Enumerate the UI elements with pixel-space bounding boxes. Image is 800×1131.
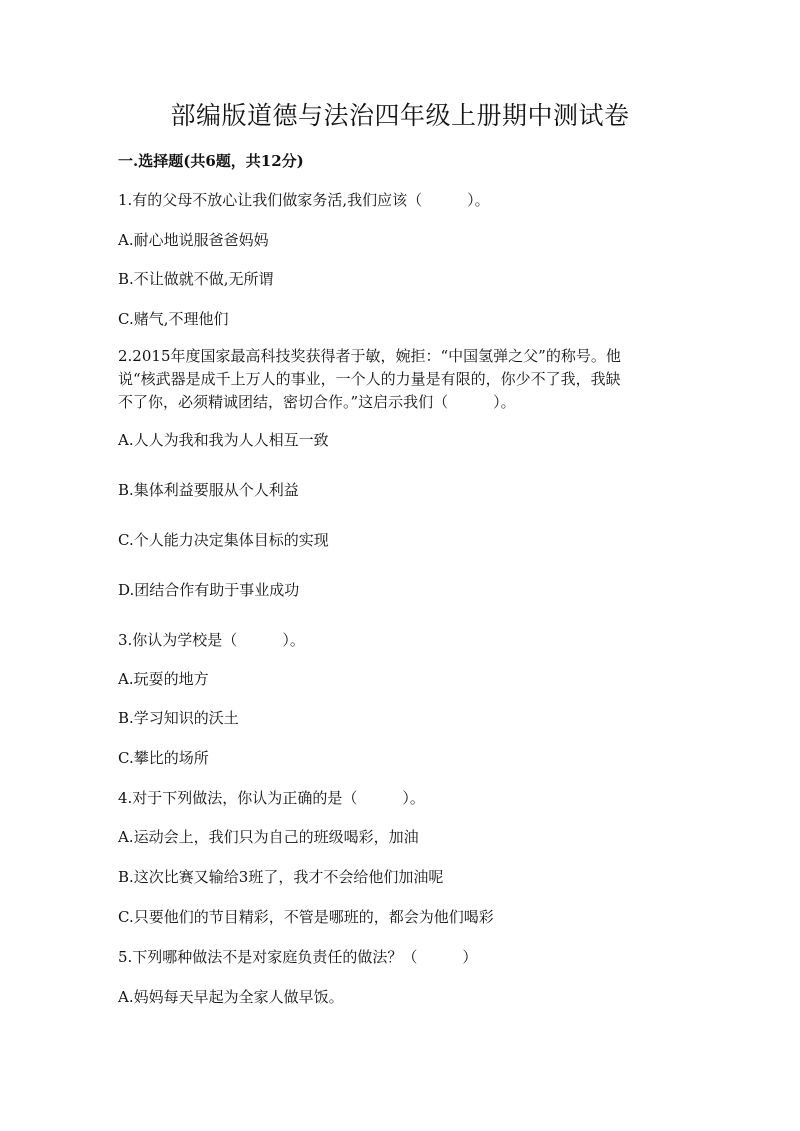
- section-heading: 一.选择题(共6题，共12分): [118, 152, 304, 170]
- question-5-stem: 5.下列哪种做法不是对家庭负责任的做法？（ ）: [118, 948, 478, 966]
- question-2-option-d: D.团结合作有助于事业成功: [118, 581, 300, 599]
- question-4-option-a: A.运动会上，我们只为自己的班级喝彩，加油: [118, 828, 419, 846]
- question-3-option-c: C.攀比的场所: [118, 749, 209, 767]
- question-3-option-a: A.玩耍的地方: [118, 670, 209, 688]
- question-2-stem-line-3: 不了你，必须精诚团结，密切合作。”这启示我们（ ）。: [118, 393, 516, 411]
- question-3-option-b: B.学习知识的沃土: [118, 709, 239, 727]
- question-4-option-c: C.只要他们的节目精彩，不管是哪班的，都会为他们喝彩: [118, 908, 494, 926]
- question-1-option-b: B.不让做就不做,无所谓: [118, 270, 274, 288]
- page-title: 部编版道德与法治四年级上册期中测试卷: [170, 101, 630, 130]
- question-2-option-c: C.个人能力决定集体目标的实现: [118, 531, 329, 549]
- question-2-stem: [118, 345, 690, 414]
- question-2-stem-line-2: 说“核武器是成千上万人的事业，一个人的力量是有限的，你少不了我，我缺: [118, 370, 621, 388]
- question-2-stem-line-1: 2.2015年度国家最高科技奖获得者于敏，婉拒：“中国氢弹之父”的称号。他: [118, 347, 621, 365]
- question-3-stem: 3.你认为学校是（ ）。: [118, 631, 305, 649]
- question-4-option-b: B.这次比赛又输给3班了，我才不会给他们加油呢: [118, 868, 444, 886]
- question-2-option-a: A.人人为我和我为人人相互一致: [118, 431, 329, 449]
- question-1-stem: 1.有的父母不放心让我们做家务活,我们应该（ ）。: [118, 191, 490, 209]
- question-1-option-c: C.赌气,不理他们: [118, 310, 229, 328]
- question-2-option-b: B.集体利益要服从个人利益: [118, 481, 299, 499]
- question-4-stem: 4.对于下列做法，你认为正确的是（ ）。: [118, 789, 425, 807]
- question-5-option-a: A.妈妈每天早起为全家人做早饭。: [118, 988, 344, 1006]
- question-1-option-a: A.耐心地说服爸爸妈妈: [118, 231, 269, 249]
